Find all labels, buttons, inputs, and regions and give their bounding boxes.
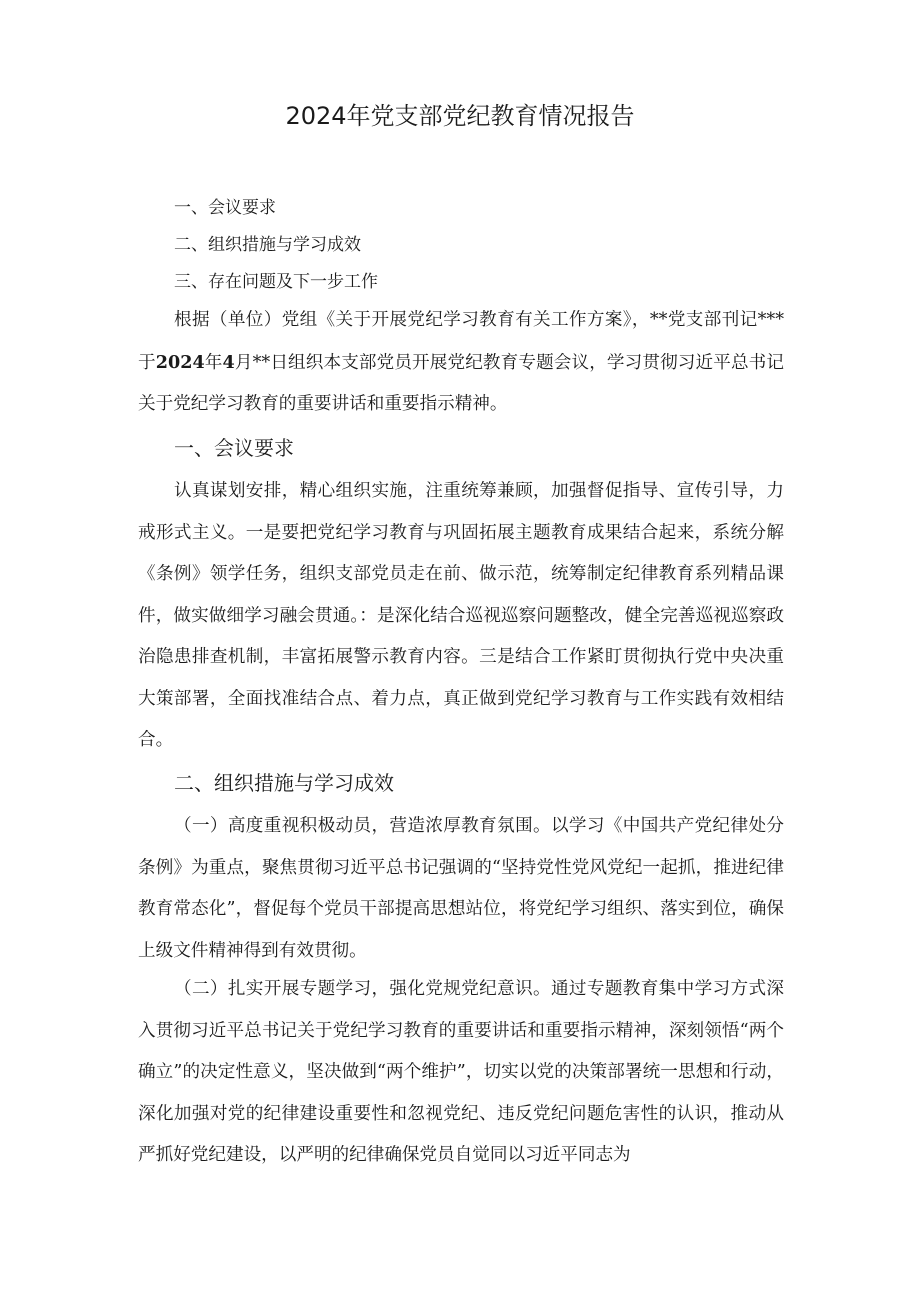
- intro-year: 2024: [155, 351, 205, 373]
- toc-item-3: 三、存在问题及下一步工作: [174, 272, 378, 292]
- intro-text-1: 根据（单位）党组《关于开展党纪学习教育有关工作方案》，**党支部刊记***于: [138, 310, 784, 373]
- toc-item-2: 二、组织措施与学习成效: [174, 235, 361, 255]
- intro-text-2: 月**日组织本支部党员开展党纪教育专题会议，学习贯彻习近平总书记关于党纪学习教育的重要讲话和重要指示精神。: [138, 352, 784, 414]
- section2-paragraph-2: （二）扎实开展专题学习，强化党规党纪意识。通过专题教育集中学习方式深入贯彻习近平总书记关于党纪学习教育的重要讲话和重要指示精神，深刻领悟“两个确立”的决定性意义，坚决做到“两个维护”，切实以党的决策部署统一思想和行动，深化加强对党的纪律建设重要性和忽视党纪、违反党纪问题危害性的认识，推动从严抓好党纪建设，以严明的纪律确保党员自觉同以习近平同志为: [138, 979, 784, 1165]
- intro-paragraph: [138, 300, 784, 426]
- intro-month: 4: [222, 351, 235, 373]
- document-title: 2024年党支部党纪教育情况报告: [285, 102, 635, 130]
- intro-year-suffix: 年: [204, 352, 223, 373]
- section2-paragraph-1: （一）高度重视积极动员，营造浓厚教育氛围。以学习《中国共产党纪律处分条例》为重点，聚焦贯彻习近平总书记强调的“坚持党性党风党纪一起抓，推进纪律教育常态化”，督促每个党员干部提高思想站位，将党纪学习组织、落实到位，确保上级文件精神得到有效贯彻。: [138, 816, 784, 961]
- toc-item-1: 一、会议要求: [174, 198, 276, 218]
- section1-paragraph: 认真谋划安排，精心组织实施，注重统筹兼顾，加强督促指导、宣传引导，力戒形式主义。一是要把党纪学习教育与巩固拓展主题教育成果结合起来，系统分解《条例》领学任务，组织支部党员走在前、做示范，统筹制定纪律教育系列精品课件，做实做细学习融会贯通。：是深化结合巡视巡察问题整改，健全完善巡视巡察政治隐患排查机制，丰富拓展警示教育内容。三是结合工作紧盯贯彻执行党中央决重大策部署，全面找准结合点、着力点，真正做到党纪学习教育与工作实践有效相结合。: [138, 481, 784, 750]
- section-heading-2: 二、组织措施与学习成效: [174, 771, 394, 795]
- section-heading-1: 一、会议要求: [174, 436, 294, 460]
